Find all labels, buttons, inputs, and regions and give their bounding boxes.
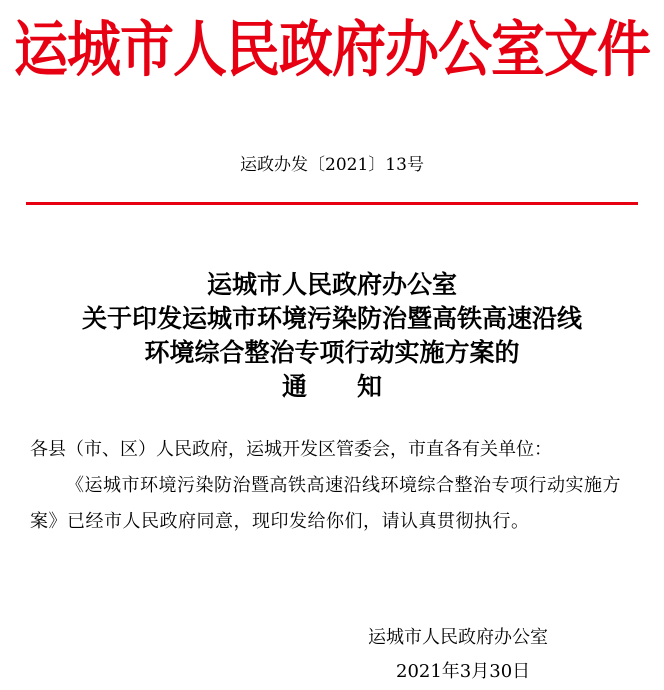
title-line-1: 运城市人民政府办公室 [206,270,457,299]
issue-date: 2021年3月30日 [396,661,531,682]
body-paragraph: 《运城市环境污染防治暨高铁高速沿线环境综合整治专项行动实施方案》已经市人民政府同意，现印发给你们，请认真贯彻执行。 [30,475,621,532]
issuer-signature: 运城市人民政府办公室 [368,627,548,648]
notice-title [0,268,664,404]
title-line-3: 环境综合整治专项行动实施方案的 [144,338,520,367]
document-number: 运政办发〔2021〕13号 [240,155,424,175]
title-line-4: 通 知 [281,372,382,401]
title-line-2: 关于印发运城市环境污染防治暨高铁高速沿线 [81,304,582,333]
red-divider-line [26,202,638,205]
masthead-title: 运城市人民政府办公室文件 [14,14,650,85]
salutation: 各县（市、区）人民政府，运城开发区管委会，市直各有关单位： [30,439,552,460]
